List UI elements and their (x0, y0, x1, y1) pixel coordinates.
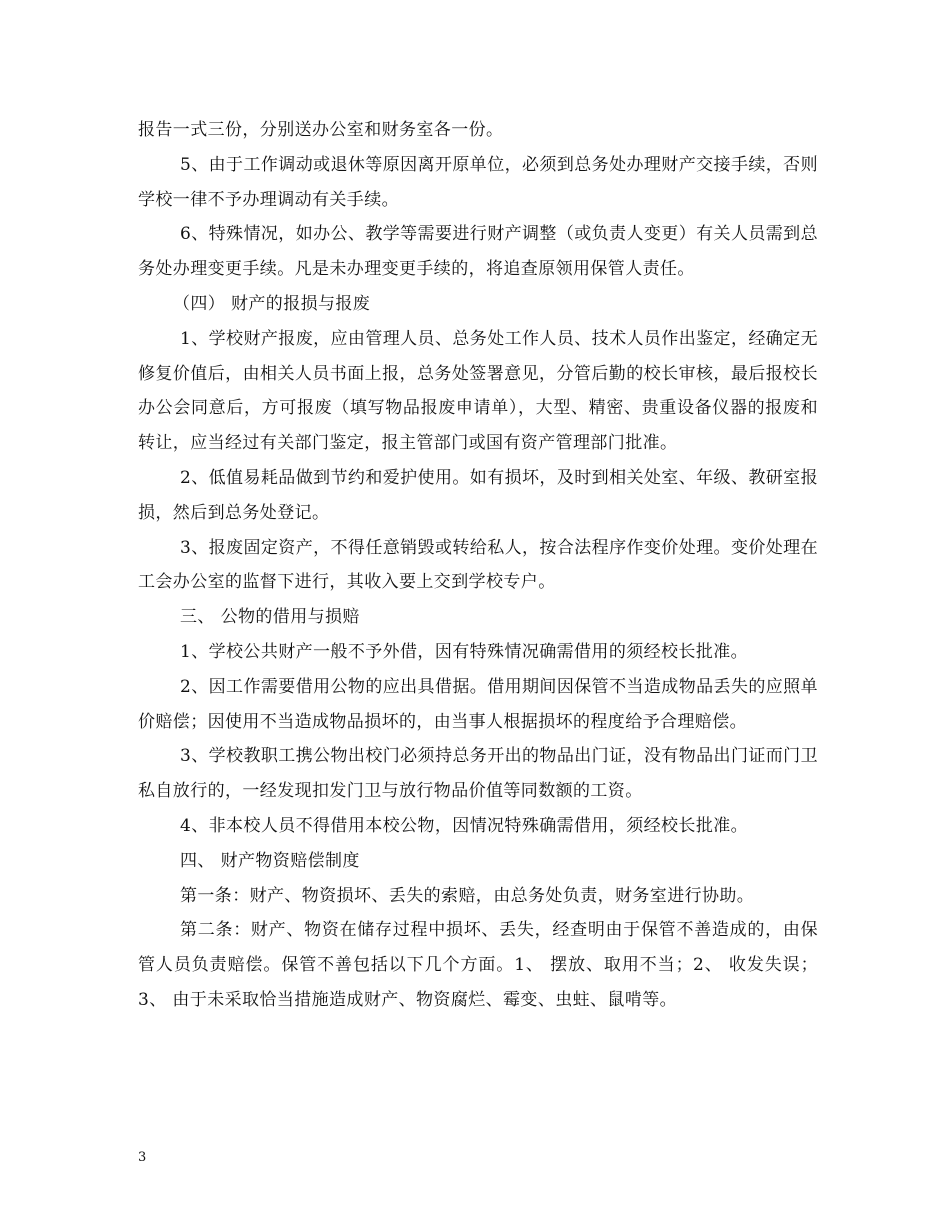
paragraph-article-2: 第二条：财产、物资在储存过程中损坏、丢失，经查明由于保管不善造成的，由保管人员负责赔偿。保管不善包括以下几个方面。1、 摆放、取用不当；2、 收发失误；3、 由于未采取恰当措施造成财产、物资腐烂、霉变、虫蛀、鼠啃等。 (138, 920, 818, 1010)
paragraph-borrowing-4: 4、非本校人员不得借用本校公物，因情况特殊确需借用，须经校长批准。 (180, 815, 749, 836)
section-heading-disposal: （四） 财产的报损与报废 (173, 293, 371, 314)
paragraph-item-5: 5、由于工作调动或退休等原因离开原单位，必须到总务处办理财产交接手续，否则学校一律不予办理调动有关手续。 (138, 154, 818, 210)
page-number: 3 (138, 1150, 147, 1165)
paragraph-disposal-2: 2、低值易耗品做到节约和爱护使用。如有损坏，及时到相关处室、年级、教研室报损，然后到总务处登记。 (138, 467, 818, 523)
paragraph-continuation: 报告一式三份，分别送办公室和财务室各一份。 (138, 120, 504, 140)
paragraph-item-6: 6、特殊情况，如办公、教学等需要进行财产调整（或负责人变更）有关人员需到总务处办理变更手续。凡是未办理变更手续的，将追查原领用保管人责任。 (138, 224, 818, 280)
section-heading-borrowing: 三、 公物的借用与损赔 (180, 607, 360, 628)
paragraph-disposal-3: 3、报废固定资产，不得任意销毁或转给私人，按合法程序作变价处理。变价处理在工会办公室的监督下进行，其收入要上交到学校专户。 (138, 537, 818, 593)
paragraph-article-1: 第一条：财产、物资损坏、丢失的索赔，由总务处负责，财务室进行协助。 (180, 885, 755, 906)
paragraph-borrowing-2: 2、因工作需要借用公物的应出具借据。借用期间因保管不当造成物品丢失的应照单价赔偿；因使用不当造成物品损坏的，由当事人根据损坏的程度给予合理赔偿。 (138, 676, 818, 732)
paragraph-borrowing-3: 3、学校教职工携公物出校门必须持总务开出的物品出门证，没有物品出门证而门卫私自放行的，一经发现扣发门卫与放行物品价值等同数额的工资。 (138, 746, 818, 802)
section-heading-compensation: 四、 财产物资赔偿制度 (180, 850, 360, 871)
paragraph-borrowing-1: 1、学校公共财产一般不予外借，因有特殊情况确需借用的须经校长批准。 (180, 641, 749, 662)
paragraph-disposal-1: 1、学校财产报废，应由管理人员、总务处工作人员、技术人员作出鉴定，经确定无修复价值后，由相关人员书面上报，总务处签署意见，分管后勤的校长审核，最后报校长办公会同意后，方可报废（填写物品报废申请单），大型、精密、贵重设备仪器的报废和转让，应当经过有关部门鉴定，报主管部门或国有资产管理部门批准。 (138, 328, 818, 454)
document-body (138, 113, 818, 1018)
